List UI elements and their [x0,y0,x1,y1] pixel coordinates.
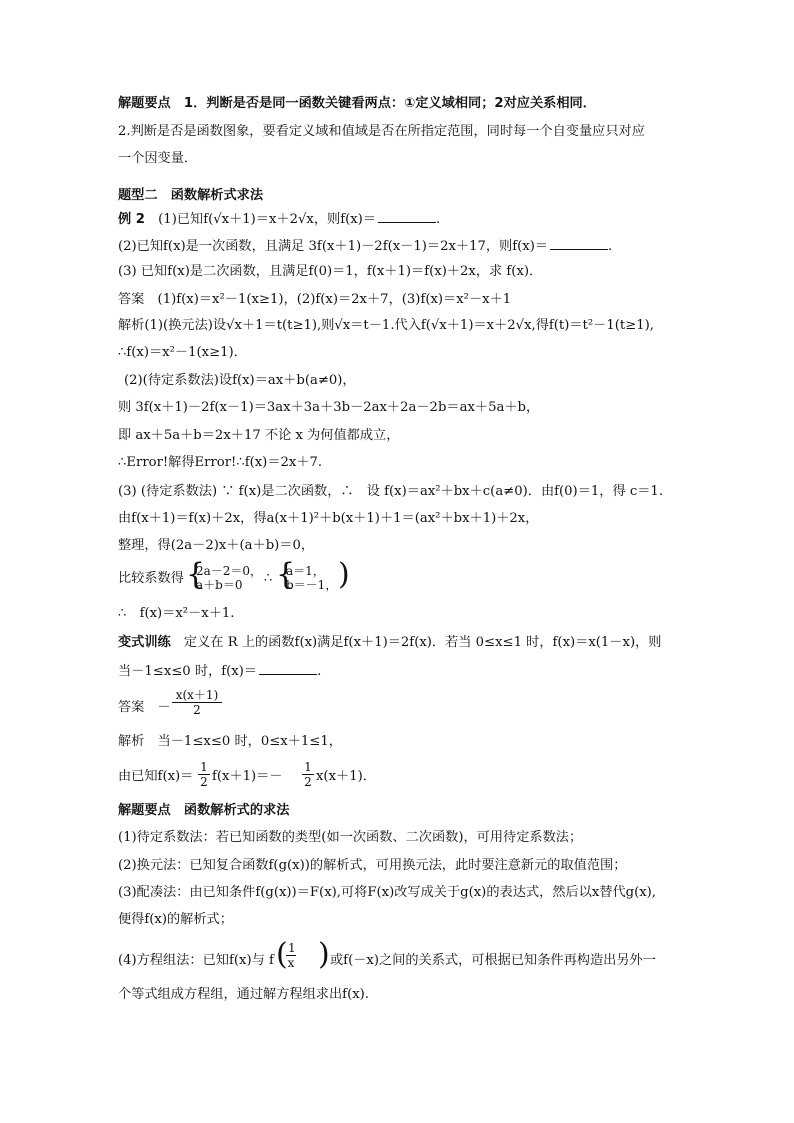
method-1: (1)待定系数法：若已知函数的类型(如一次函数、二次函数)，可用待定系数法； [118,830,583,845]
variant-analysis-step: f(x＋1)＝－ [212,769,283,784]
compare-coefficients: 比较系数得 [118,571,184,586]
fraction-numerator: 1 [198,760,210,775]
right-paren: ) [338,557,350,592]
method-4-cont: 个等式组成方程组，通过解方程组求出f(x). [118,987,369,1002]
variant-text-cont: 当－1≤x≤0 时，f(x)＝ [118,664,258,679]
example-label: 例 2 [118,212,145,227]
variant-analysis-step: x(x＋1)． [316,769,376,784]
method-3: (3)配凑法：由已知条件f(g(x))＝F(x),可将F(x)改写成关于g(x)的表达式，然后以x替代g(x), [118,885,656,900]
q2-text: (2)已知f(x)是一次函数，且满足 3f(x＋1)－2f(x－1)＝2x＋17，则f(x)＝ [118,239,549,254]
variant-text: 定义在 R 上的函数f(x)满足f(x＋1)＝2f(x)．若当 0≤x≤1 时，f(x)＝x(1－x)，则 [170,635,662,650]
tip-1 [118,96,596,112]
example-2-q2: (2)已知f(x)是一次函数，且满足 3f(x＋1)－2f(x－1)＝2x＋17，则f(x)＝ . [118,239,613,254]
system-row: 2a－2＝0， [196,564,263,578]
analysis-3-result: ∴ f(x)＝x²－x＋1. [118,606,235,621]
half-fraction [198,760,210,789]
analysis-2-step: 则 3f(x＋1)－2f(x－1)＝3ax＋3a＋3b－2ax＋2a－2b＝ax＋5a＋b， [118,400,540,415]
example-2-q1: 例 2 (1)已知f(√x＋1)＝x＋2√x，则f(x)＝ . [118,212,441,227]
analysis-1: 解析(1)(换元法)设√x＋1＝t(t≥1),则√x＝t－1.代入f(√x＋1)＝x＋2√x,得f(t)＝t²－1(t≥1), [118,318,654,333]
variant-answer: 答案 － [118,700,171,715]
fraction-numerator: 1 [288,941,296,955]
answer-blank [378,210,436,223]
reciprocal-fraction [286,941,296,970]
fraction-numerator: x(x＋1) [172,688,222,703]
method-2: (2)换元法：已知复合函数f(g(x))的解析式，可用换元法，此时要注意新元的取值范围； [118,858,627,873]
equation-system-2 [276,557,350,594]
tip-2-cont: 一个因变量． [118,151,198,166]
half-fraction [302,760,314,789]
variant-question-cont: 当－1≤x≤0 时，f(x)＝ . [118,664,322,679]
left-brace: { [186,557,206,592]
q1-text: (1)已知f(√x＋1)＝x＋2√x，则f(x)＝ [144,212,377,227]
analysis-3-step: 整理，得(2a－2)x＋(a＋b)＝0， [118,538,315,553]
left-brace: { [276,557,296,592]
equation-system-1 [186,557,263,594]
answer-fraction [172,688,222,717]
tip-1-text: 解题要点 1．判断是否是同一函数关键看两点：①定义域相同；2对应关系相同． [118,96,596,111]
fraction-denominator: x [287,956,295,970]
analysis-3-step: 由f(x＋1)＝f(x)＋2x，得a(x＋1)²＋b(x＋1)＋1＝(ax²＋bx＋1)＋2x， [118,511,539,526]
answer-blank [550,237,608,250]
variant-question [118,635,661,651]
fraction-denominator: 2 [304,775,312,789]
system-row: a＝1， [286,564,325,578]
answer: 答案 (1)f(x)＝x²－1(x≥1)，(2)f(x)＝2x＋7，(3)f(x)＝x²－x＋1 [118,292,512,307]
analysis-2-result: ∴Error!解得Error!∴f(x)＝2x＋7. [118,455,323,470]
fraction-numerator: 1 [302,760,314,775]
analysis-1-cont: ∴f(x)＝x²－1(x≥1)． [118,345,247,360]
answer-blank [259,662,317,675]
analysis-2: (2)(待定系数法)设f(x)＝ax＋b(a≠0)， [124,373,356,388]
method-4-text: 或f(－x)之间的关系式，可根据已知条件再构造出另外一 [330,953,656,968]
therefore-sign: ∴ [264,571,273,586]
fraction-denominator: 2 [193,703,201,717]
example-2-q3: (3) 已知f(x)是二次函数，且满足f(0)＝1，f(x＋1)＝f(x)＋2x，求 f(x)． [118,264,543,279]
variant-label: 变式训练 [118,635,171,650]
tips-heading [118,803,289,819]
analysis-2-step: 即 ax＋5a＋b＝2x＋17 不论 x 为何值都成立， [118,428,400,443]
method-4: (4)方程组法：已知f(x)与 f [118,953,274,968]
tips-heading-text: 解题要点 函数解析式的求法 [118,803,290,818]
fraction-denominator: 2 [200,775,208,789]
variant-analysis: 解析 当－1≤x≤0 时，0≤x＋1≤1， [118,734,342,749]
system-row: b＝－1， [286,578,338,592]
tip-2: 2.判断是否是函数图象，要看定义域和值域是否在所指定范围，同时每一个自变量应只对应 [118,124,645,139]
section-heading: 题型二 函数解析式求法 [118,188,264,203]
analysis-3: (3) (待定系数法) ∵ f(x)是二次函数，∴ 设 f(x)＝ax²＋bx＋c(a≠0)．由f(0)＝1，得 c＝1. [118,484,664,499]
system-row: a＋b＝0 [196,578,243,592]
variant-analysis-step: 由已知f(x)＝ [118,769,194,784]
method-3-cont: 便得f(x)的解析式； [118,912,233,927]
document-page: 解题要点 1．判断是否是同一函数关键看两点：①定义域相同；2对应关系相同． 2.判断是否是函数图象，要看定义域和值域是否在所指定范围，同时每一个自变量应只对应 一个因变量． 题型二 函数解析式求法 例 2 (1)已知f(√x＋1)＝x＋2√x，则f(x)＝ . (2)已知f(x)是一次函数，且满足 3f(x＋1)－2f(x－1)＝2x＋17，则f(x)＝ . (3) 已知f(x)是二次函数，且满足f(0)＝1，f(x＋1)＝f(x)＋2x，求 f(x)． 答案 (1)f(x)＝x²－1(x≥1)，(2)f(x)＝2x＋7，(3)f(x)＝x²－x＋1 解析(1)(换元法)设√x＋1＝t(t≥1),则√x＝t－1.代入f(√x＋1)＝x＋2√x,得f(t)＝t²－1(t≥1), ∴f(x)＝x²－1(x≥1)． (2)(待定系数法)设f(x)＝ax＋b(a≠0)， 则 3f(x＋1)－2f(x－1)＝3ax＋3a＋3b－2ax＋2a－2b＝ax＋5a＋b， 即 ax＋5a＋b＝2x＋17 不论 x 为何值都成立， ∴Error!解得Error!∴f(x)＝2x＋7. (3) (待定系数法) ∵ f(x)是二次函数，∴ 设 f(x)＝ax²＋bx＋c(a≠0)．由f(0)＝1，得 c＝1. 由f(x＋1)＝f(x)＋2x，得a(x＋1)²＋b(x＋1)＋1＝(ax²＋bx＋1)＋2x， 整理，得(2a－2)x＋(a＋b)＝0， 比较系数得 { 2a－2＝0， a＋b＝0 ∴ { a＝1， b＝－1， ) ∴ f(x)＝x²－x＋1. 变式训练 定义在 R 上的函数f(x)满足f(x＋1)＝2f(x)．若当 0≤x≤1 时，f(x)＝x(1－x)，则 当－1≤x≤0 时，f(x)＝ . 答案 － $\frac{x(x+1)}{2}$ 解析 当－1≤x≤0 时，0≤x＋1≤1， 由已知f(x)＝ $\frac{1}{2}$ f(x＋1)＝－ $\frac{1}{2}$ x(x＋1)． 解题要点 函数解析式的求法 (1)待定系数法：若已知函数的类型(如一次函数、二次函数)，可用待定系数法； (2)换元法：已知复合函数f(g(x))的解析式，可用换元法，此时要注意新元的取值范围； (3)配凑法：由已知条件f(g(x))＝F(x),可将F(x)改写成关于g(x)的表达式，然后以x替代g(x), 便得f(x)的解析式； (4)方程组法：已知f(x)与 f ( $\frac{1}{x}$ ) 或f(－x)之间的关系式，可根据已知条件再构造出另外一 个等式组成方程组，通过解方程组求出f(x). [118,96,664,1002]
